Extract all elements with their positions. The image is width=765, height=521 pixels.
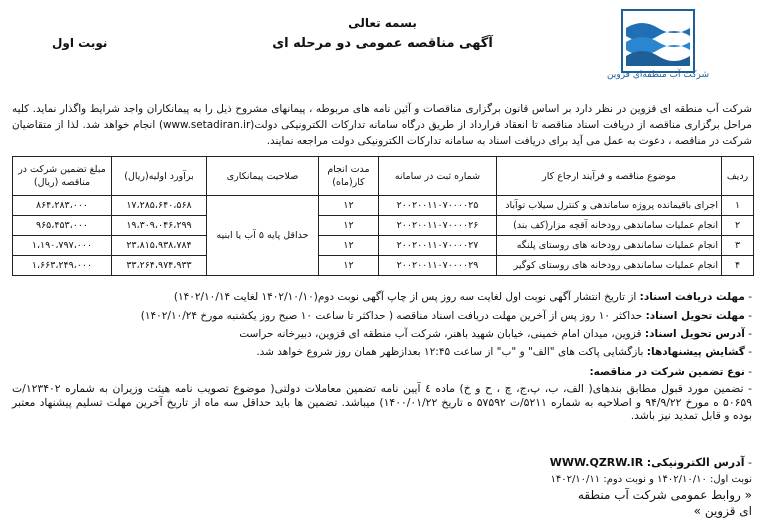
bid-opening: - گشایش پیشنهادها: بازگشایی پاکت های "الف" و "ب" از ساعت ۱۲:۴۵ بعدازظهر همان روز شروع خواهد شد. xyxy=(256,346,752,358)
cell-guarantee: ۱،۱۹۰،۷۹۷،۰۰۰ xyxy=(13,236,112,256)
guarantee-type: - نوع تضمین شرکت در مناقصه: xyxy=(589,366,752,378)
publication-dates: نوبت اول: ۱۴۰۲/۱۰/۱۰ و نوبت دوم: ۱۴۰۲/۱۰/۱۱ xyxy=(550,474,752,485)
col-guarantee-header: مبلغ تضمین شرکت در مناقصه (ریال) xyxy=(13,157,112,196)
cell-regno: ۲۰۰۲۰۰۱۱۰۷۰۰۰۰۲۷ xyxy=(379,236,497,256)
guarantee-text: - تضمین مورد قبول مطابق بندهای( الف، ب، پ،ج، چ ، ح و خ) ماده ٤ آیین نامه تضمین معاملات دولتی( موضوع تصویب نامه هیئت وزیران به شماره ۱۲۳۴۰۲/ت ۵۰۶۵۹ ه مورخ ۹۴/۹/۲۲ و اصلاحیه به شماره ۵۲۱۱/ت ۵۷۵۹۲ ه تاریخ ۱۴۰۰/۰۱/۲۲) میباشد. تضمین ها باید حداقل سه ماه از تاریخ آخرین مهلت تسلیم پیشنهاد معتبر بوده و قابل تمدید نیز باشد. xyxy=(12,382,753,423)
cell-estimate: ۱۹،۳۰۹،۰۴۶،۲۹۹ xyxy=(112,216,207,236)
cell-subject: اجرای باقیمانده پروژه ساماندهی و کنترل سیلاب توآباد xyxy=(497,196,722,216)
cell-guarantee: ۱،۶۶۳،۲۴۹،۰۰۰ xyxy=(13,256,112,276)
guarantee-text-body: تضمین مورد قبول مطابق بندهای( الف، ب، پ،ج، چ ، ح و خ) ماده ٤ آیین نامه تضمین معاملات دولتی( موضوع تصویب نامه هیئت وزیران به شماره ۱۲۳۴۰۲/ت ۵۰۶۵۹ ه مورخ ۹۴/۹/۲۲ و اصلاحیه به شماره ۵۲۱۱/ت ۵۷۵۹۲ ه تاریخ ۱۴۰۰/۰۱/۲۲) میباشد. تضمین ها باید حداقل سه ماه از تاریخ آخرین مهلت تسلیم پیشنهاد معتبر بوده و قابل تمدید نیز باشد. xyxy=(12,382,753,423)
receive-deadline-label: مهلت دریافت اسناد: xyxy=(639,291,745,303)
cell-subject: انجام عملیات ساماندهی رودخانه های روستای کوگیر xyxy=(497,256,722,276)
website-label: آدرس الکترونیکی: xyxy=(646,456,745,469)
bid-opening-label: گشایش پیشنهادها: xyxy=(646,346,745,358)
table-row xyxy=(13,256,754,276)
cell-row: ۱ xyxy=(722,196,754,216)
cell-regno: ۲۰۰۲۰۰۱۱۰۷۰۰۰۰۲۹ xyxy=(379,256,497,276)
website-link[interactable]: WWW.QZRW.IR xyxy=(549,456,644,469)
logo-caption: شرکت آب منطقه‌ای قزوین xyxy=(607,70,709,80)
cell-row: ۴ xyxy=(722,256,754,276)
bismillah: بسمه تعالی xyxy=(348,16,417,30)
cell-duration: ۱۲ xyxy=(319,216,379,236)
col-regno-header: شماره ثبت در سامانه xyxy=(379,157,497,196)
cell-regno: ۲۰۰۲۰۰۱۱۰۷۰۰۰۰۲۵ xyxy=(379,196,497,216)
delivery-deadline: - مهلت تحویل اسناد: حداکثر ۱۰ روز پس از آخرین مهلت دریافت اسناد مناقصه ( حداکثر تا ساعت ۱۰ صبح روز یکشنبه مورخ ۱۴۰۲/۱۰/۲۴) xyxy=(140,310,752,322)
public-relations-line1: « روابط عمومی شرکت آب منطقه xyxy=(578,488,752,502)
delivery-deadline-label: مهلت تحویل اسناد: xyxy=(645,310,745,322)
intro-paragraph: شرکت آب منطقه ای قزوین در نظر دارد بر اساس قانون برگزاری مناقصات و آئین نامه های مربوطه ، پیمانهای مشروح ذیل را به پیمانکاران واجد شرایط واگذار نماید. کلیه مراحل برگزاری مناقصه از دریافت اسناد مناقصه تا انعقاد قرارداد از طریق درگاه سامانه تدارکات الکترونیکی دولت(www.setadiran.ir) انجام خواهد شد. لذا از متقاضیان شرکت در مناقصه ، دعوت به عمل می آید برای دریافت اسناد به سامانه تدارکات الکترونیکی دولت مراجعه نمایند. xyxy=(12,103,752,147)
cell-row: ۳ xyxy=(722,236,754,256)
col-qualification-header: صلاحیت پیمانکاری xyxy=(207,157,319,196)
public-relations-line2: ای قزوین » xyxy=(693,504,752,518)
table-row xyxy=(13,216,754,236)
table-row xyxy=(13,196,754,216)
website-line: - آدرس الکترونیکی: WWW.QZRW.IR xyxy=(549,456,752,469)
cell-guarantee: ۸۶۴،۲۸۳،۰۰۰ xyxy=(13,196,112,216)
water-logo-icon xyxy=(612,8,704,74)
table-row xyxy=(13,236,754,256)
cell-estimate: ۳۳،۲۶۴،۹۷۴،۹۳۳ xyxy=(112,256,207,276)
cell-duration: ۱۲ xyxy=(319,236,379,256)
col-estimate-header: برآورد اولیه(ریال) xyxy=(112,157,207,196)
cell-row: ۲ xyxy=(722,216,754,236)
table-header-row xyxy=(13,157,754,196)
cell-regno: ۲۰۰۲۰۰۱۱۰۷۰۰۰۰۲۶ xyxy=(379,216,497,236)
publication-note: نوبت اول xyxy=(52,36,108,50)
cell-estimate: ۱۷،۲۸۵،۶۴۰،۵۶۸ xyxy=(112,196,207,216)
delivery-address-label: آدرس تحویل اسناد: xyxy=(644,328,745,340)
cell-subject: انجام عملیات ساماندهی رودخانه های روستای پلنگه xyxy=(497,236,722,256)
cell-duration: ۱۲ xyxy=(319,256,379,276)
bid-opening-text: بازگشایی پاکت های "الف" و "ب" از ساعت ۱۲:۴۵ بعدازظهر همان روز شروع خواهد شد. xyxy=(256,346,644,358)
cell-subject: انجام عملیات ساماندهی رودخانه آقچه مزار(کف بند) xyxy=(497,216,722,236)
guarantee-type-label: نوع تضمین شرکت در مناقصه: xyxy=(589,366,745,378)
cell-guarantee: ۹۶۵،۴۵۳،۰۰۰ xyxy=(13,216,112,236)
cell-duration: ۱۲ xyxy=(319,196,379,216)
cell-estimate: ۲۳،۸۱۵،۹۳۸،۷۸۴ xyxy=(112,236,207,256)
col-duration-header: مدت انجام کار(ماه) xyxy=(319,157,379,196)
page-title: آگهی مناقصه عمومی دو مرحله ای xyxy=(272,36,493,51)
receive-deadline: - مهلت دریافت اسناد: از تاریخ انتشار آگهی نوبت اول لغایت سه روز پس از چاپ آگهی نوبت دوم(۱۴۰۲/۱۰/۱۰ لغایت ۱۴۰۲/۱۰/۱۴) xyxy=(173,291,752,303)
receive-deadline-text: از تاریخ انتشار آگهی نوبت اول لغایت سه روز پس از چاپ آگهی نوبت دوم(۱۴۰۲/۱۰/۱۰ لغایت ۱۴۰۲/۱۰/۱۴) xyxy=(173,291,637,303)
delivery-address: - آدرس تحویل اسناد: قزوین، میدان امام خمینی، خیابان شهید باهنر، شرکت آب منطقه ای قزوین، دبیرخانه حراست xyxy=(239,328,752,340)
col-row-header: ردیف xyxy=(722,157,754,196)
cell-qualification: حداقل پایه ۵ آب یا ابنیه xyxy=(207,196,319,276)
tender-table xyxy=(12,156,754,276)
delivery-deadline-text: حداکثر ۱۰ روز پس از آخرین مهلت دریافت اسناد مناقصه ( حداکثر تا ساعت ۱۰ صبح روز یکشنبه مورخ ۱۴۰۲/۱۰/۲۴) xyxy=(140,310,643,322)
col-subject-header: موضوع مناقصه و فرآیند ارجاع کار xyxy=(497,157,722,196)
delivery-address-text: قزوین، میدان امام خمینی، خیابان شهید باهنر، شرکت آب منطقه ای قزوین، دبیرخانه حراست xyxy=(239,328,642,340)
